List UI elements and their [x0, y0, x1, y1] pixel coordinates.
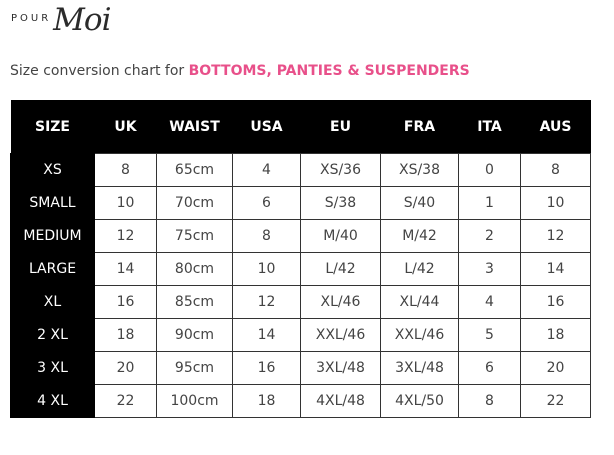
cell-usa: 6: [233, 187, 301, 220]
cell-eu: M/40: [301, 220, 381, 253]
cell-fra: M/42: [381, 220, 459, 253]
cell-waist: 100cm: [157, 385, 233, 418]
cell-uk: 14: [95, 253, 157, 286]
table-header-row: [11, 100, 591, 154]
cell-ita: 3: [459, 253, 521, 286]
cell-waist: 65cm: [157, 154, 233, 187]
cell-waist: 90cm: [157, 319, 233, 352]
cell-aus: 8: [521, 154, 591, 187]
cell-ita: 1: [459, 187, 521, 220]
header-uk: UK: [95, 100, 157, 154]
table-row: [11, 220, 591, 253]
cell-eu: XL/46: [301, 286, 381, 319]
header-fra: FRA: [381, 100, 459, 154]
cell-eu: 4XL/48: [301, 385, 381, 418]
cell-ita: 8: [459, 385, 521, 418]
logo-pour-text: POUR: [11, 13, 52, 24]
cell-uk: 20: [95, 352, 157, 385]
table-row: [11, 253, 591, 286]
cell-uk: 10: [95, 187, 157, 220]
cell-uk: 12: [95, 220, 157, 253]
table-row: [11, 385, 591, 418]
row-size-label: MEDIUM: [11, 220, 95, 253]
header-ita: ITA: [459, 100, 521, 154]
cell-usa: 16: [233, 352, 301, 385]
cell-usa: 12: [233, 286, 301, 319]
cell-eu: S/38: [301, 187, 381, 220]
row-size-label: XS: [11, 154, 95, 187]
cell-ita: 4: [459, 286, 521, 319]
cell-usa: 14: [233, 319, 301, 352]
header-usa: USA: [233, 100, 301, 154]
cell-fra: 4XL/50: [381, 385, 459, 418]
row-size-label: LARGE: [11, 253, 95, 286]
cell-ita: 5: [459, 319, 521, 352]
cell-waist: 85cm: [157, 286, 233, 319]
row-size-label: XL: [11, 286, 95, 319]
cell-usa: 18: [233, 385, 301, 418]
header-aus: AUS: [521, 100, 591, 154]
chart-subtitle: [10, 63, 470, 79]
cell-uk: 22: [95, 385, 157, 418]
cell-aus: 22: [521, 385, 591, 418]
cell-uk: 8: [95, 154, 157, 187]
cell-uk: 18: [95, 319, 157, 352]
table-row: [11, 319, 591, 352]
cell-aus: 16: [521, 286, 591, 319]
logo-moi-text: Moi: [53, 2, 111, 38]
cell-ita: 6: [459, 352, 521, 385]
row-size-label: 3 XL: [11, 352, 95, 385]
cell-eu: 3XL/48: [301, 352, 381, 385]
subtitle-prefix: Size conversion chart for: [10, 63, 189, 79]
cell-fra: 3XL/48: [381, 352, 459, 385]
header-waist: WAIST: [157, 100, 233, 154]
cell-waist: 80cm: [157, 253, 233, 286]
cell-usa: 4: [233, 154, 301, 187]
cell-aus: 14: [521, 253, 591, 286]
cell-fra: XL/44: [381, 286, 459, 319]
cell-usa: 10: [233, 253, 301, 286]
cell-fra: XS/38: [381, 154, 459, 187]
cell-aus: 18: [521, 319, 591, 352]
table-row: [11, 352, 591, 385]
cell-aus: 20: [521, 352, 591, 385]
size-conversion-table: [10, 100, 591, 418]
cell-waist: 95cm: [157, 352, 233, 385]
header-eu: EU: [301, 100, 381, 154]
cell-ita: 2: [459, 220, 521, 253]
cell-waist: 70cm: [157, 187, 233, 220]
subtitle-highlight: BOTTOMS, PANTIES & SUSPENDERS: [188, 63, 470, 79]
cell-eu: XS/36: [301, 154, 381, 187]
cell-fra: XXL/46: [381, 319, 459, 352]
cell-aus: 12: [521, 220, 591, 253]
cell-aus: 10: [521, 187, 591, 220]
cell-fra: L/42: [381, 253, 459, 286]
row-size-label: 4 XL: [11, 385, 95, 418]
cell-fra: S/40: [381, 187, 459, 220]
table-row: [11, 187, 591, 220]
cell-ita: 0: [459, 154, 521, 187]
cell-usa: 8: [233, 220, 301, 253]
header-size: SIZE: [11, 100, 95, 154]
cell-eu: XXL/46: [301, 319, 381, 352]
pour-moi-logo[interactable]: [11, 0, 111, 36]
cell-uk: 16: [95, 286, 157, 319]
row-size-label: 2 XL: [11, 319, 95, 352]
cell-waist: 75cm: [157, 220, 233, 253]
cell-eu: L/42: [301, 253, 381, 286]
table-row: [11, 286, 591, 319]
table-row: [11, 154, 591, 187]
row-size-label: SMALL: [11, 187, 95, 220]
